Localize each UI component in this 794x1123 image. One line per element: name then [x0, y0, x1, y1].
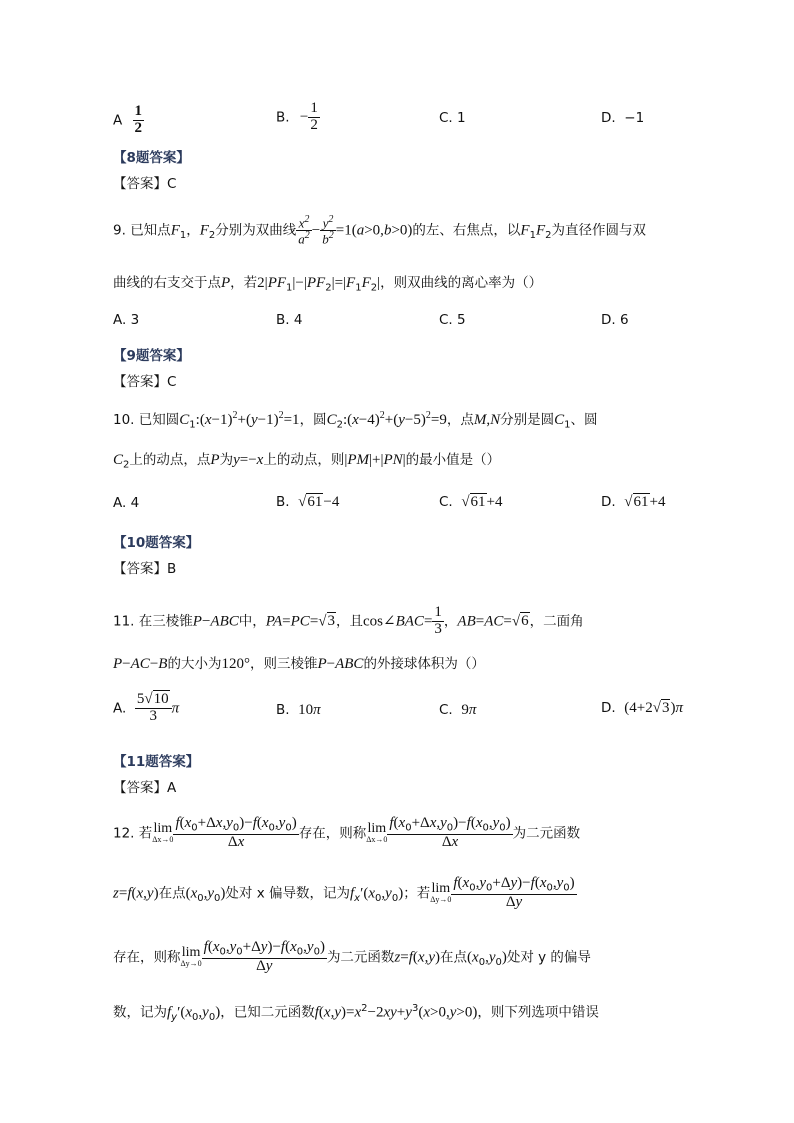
q11-option-d: D. (4+2√3)π — [601, 700, 683, 716]
question-9-line2: 曲线的右支交于点P，若$2|PF_1|-|PF_2|=|F_1F_2|$，则双曲线的离心率为（） — [113, 275, 543, 294]
option-d: D. −1 — [601, 110, 645, 126]
option-c: C. 1 — [439, 110, 466, 126]
answer-9-header: 【9题答案】 — [113, 348, 190, 364]
q10-option-b: B. √61−4 — [276, 494, 340, 510]
q9-option-a: A. 3 — [113, 312, 140, 328]
question-9-line1: 9. 已知点$F_1$，$F_2$分别为双曲线 $\frac{x^2}{a^2}$ − $\frac{y^2}{b^2}$ =1(a>0,b>0)的左、右焦点，以$F_1F_2$为直径作圆与双 — [113, 214, 646, 247]
q9-option-c: C. 5 — [439, 312, 466, 328]
answer-9: 【答案】C — [113, 374, 177, 390]
option-a: A $\frac{1}{2}$ — [113, 103, 143, 136]
question-10-line1: 10. 已知圆$C_1:(x-1)^2+(y-1)^2=1$，圆$C_2:(x-4)^2+(y-5)^2=9$，点M,N分别是圆$C_1$、圆 — [113, 410, 598, 431]
q10-option-c: C. √61+4 — [439, 494, 503, 510]
question-12-line1: 12. 若 lim Δx→0 $\frac{f(x_0+\Delta x,y_0)-f(x_0,y_0)}{\Delta x}$ 存在，则称 lim Δx→0 $\frac{f(x_0+\Delta x,y_0)-f(x_0,y_0)}{\Delta x}$ 为二元函数 — [113, 815, 581, 851]
q11-option-c: C. 9π — [439, 702, 477, 718]
q9-option-d: D. 6 — [601, 312, 629, 328]
question-12-line3: 存在，则称 lim Δy→0 $\frac{f(x_0,y_0+\Delta y)-f(x_0,y_0)}{\Delta y}$ 为二元函数z=f(x,y)在点$(x_0,y_0)$处对 y 的偏导 — [113, 939, 591, 975]
question-11-line2: P−AC−B的大小为120°，则三棱锥P−ABC的外接球体积为（） — [113, 656, 485, 672]
answer-11: 【答案】A — [113, 780, 177, 796]
q9-option-b: B. 4 — [276, 312, 303, 328]
question-10-line2: $C_2$上的动点，点P为y=−x上的动点，则|PM|+|PN|的最小值是（） — [113, 452, 501, 471]
fraction-half: $\frac{1}{2}$ — [134, 103, 143, 136]
answer-11-header: 【11题答案】 — [113, 754, 200, 770]
q10-option-a: A. 4 — [113, 495, 140, 511]
question-12-line4: 数，记为$f_y'(x_0,y_0)$，已知二元函数$f(x,y)=x^2-2xy+y^3(x>0,y>0)$，则下列选项中错误 — [113, 1003, 599, 1024]
answer-10: 【答案】B — [113, 561, 177, 577]
option-b: B. − $\frac{1}{2}$ — [276, 100, 318, 133]
answer-10-header: 【10题答案】 — [113, 535, 200, 551]
question-11-line1: 11. 在三棱锥P−ABC中，PA=PC=√3，且cos∠BAC= $\frac{1}{3}$ ，AB=AC=√6，二面角 — [113, 604, 584, 637]
q10-option-d: D. √61+4 — [601, 494, 666, 510]
answer-8-header: 【8题答案】 — [113, 150, 190, 166]
question-12-line2: z=f(x,y)在点$(x_0,y_0)$处对 x 偏导数，记为$f_x'(x_0,y_0)$；若 lim Δy→0 $\frac{f(x_0,y_0+\Delta y)-f(x_0,y_0)}{\Delta y}$ — [113, 875, 575, 911]
fraction-neg-half: $\frac{1}{2}$ — [310, 100, 318, 133]
q11-option-b: B. 10π — [276, 702, 321, 718]
answer-8: 【答案】C — [113, 176, 177, 192]
q11-option-a: A. $\frac{5√10}{3}$ π — [113, 691, 180, 724]
